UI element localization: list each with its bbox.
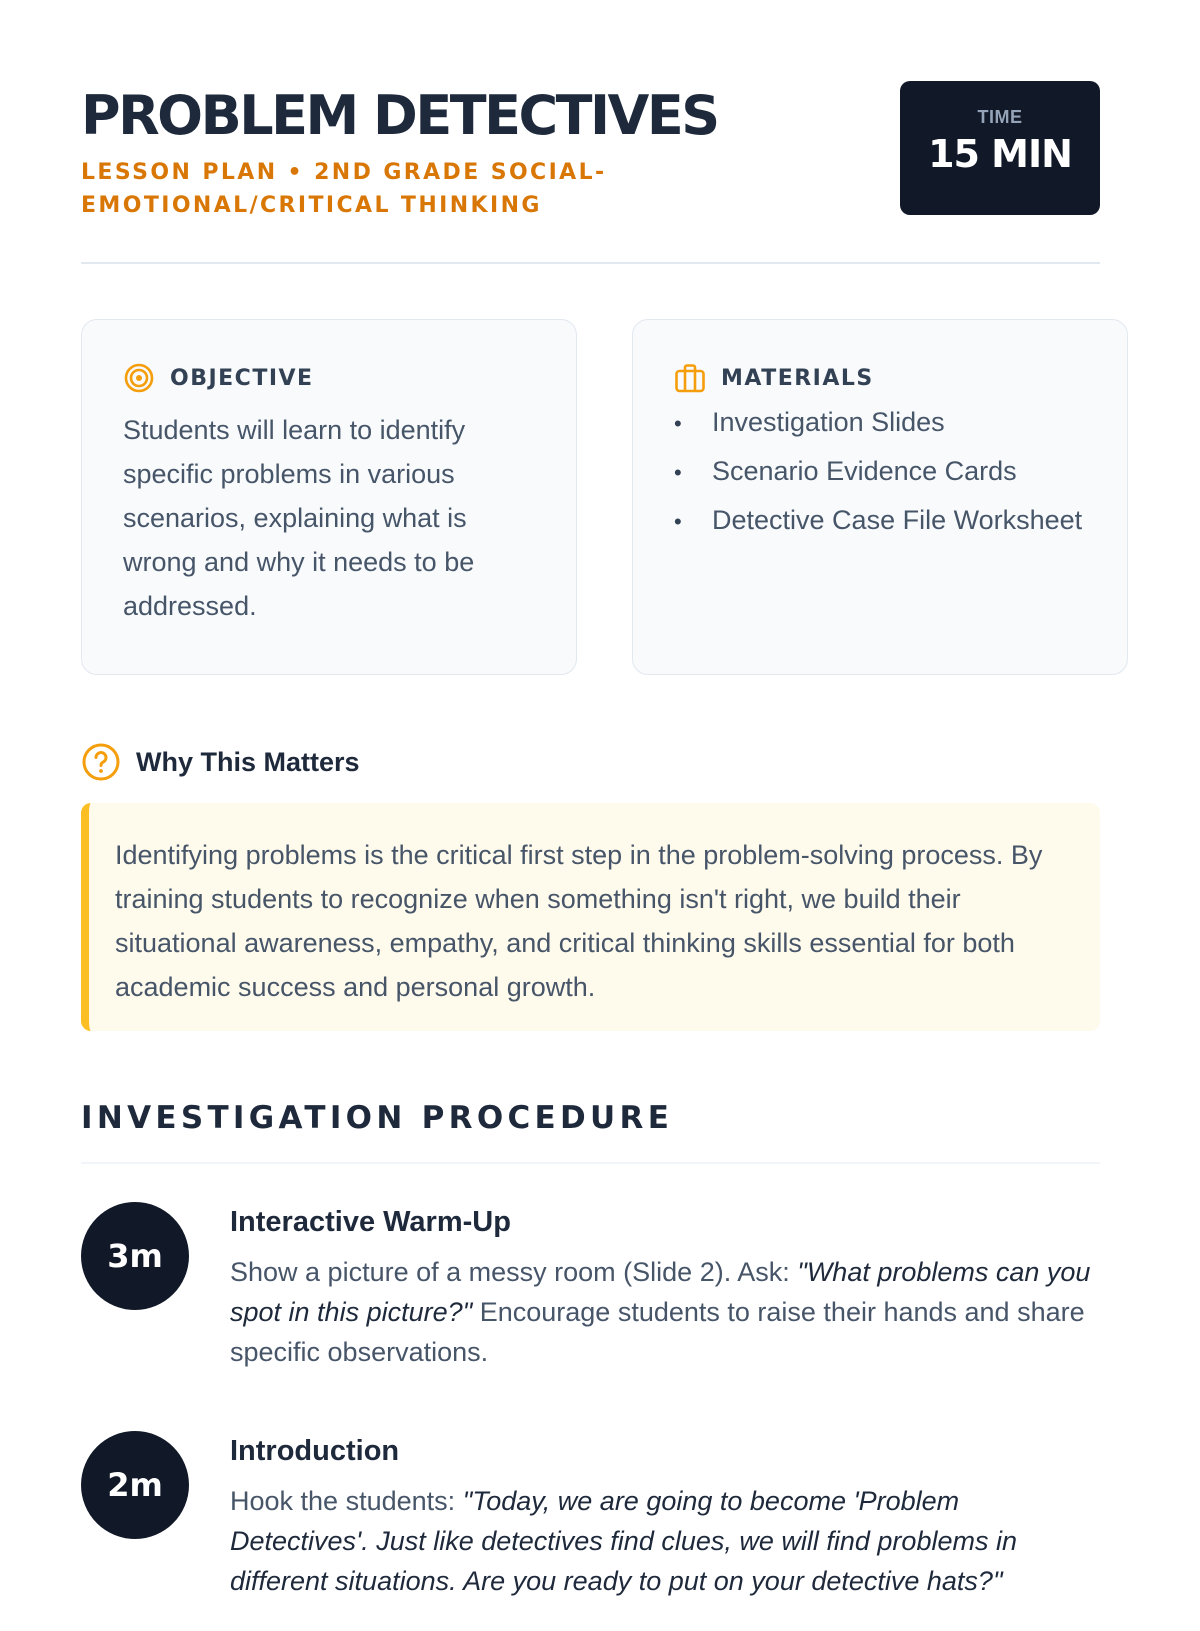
briefcase-icon <box>674 362 706 394</box>
time-badge <box>900 81 1100 215</box>
step-quote: "Today, we are going to become 'Problem Detectives'. Just like detectives find clues, we will find problems in different situations. Are you ready to put on your detective hats?" <box>230 1486 1017 1596</box>
procedure-title: INVESTIGATION PROCEDURE <box>81 1100 674 1136</box>
objective-card <box>81 319 577 675</box>
page-title: PROBLEM DETECTIVES <box>81 84 718 147</box>
procedure-step <box>81 1202 1100 1402</box>
step-quote: "What problems can you spot in this picture?" <box>230 1257 1091 1327</box>
materials-card-header <box>674 360 1087 396</box>
header <box>81 0 1100 264</box>
why-header <box>81 742 360 782</box>
step-content <box>230 1431 1100 1601</box>
list-item: • Scenario Evidence Cards <box>674 451 1087 493</box>
objective-card-header <box>123 360 536 396</box>
step-text-after: Encourage students to raise their hands and share specific observations. <box>230 1297 1085 1367</box>
step-content <box>230 1202 1100 1372</box>
step-text <box>230 1481 1100 1601</box>
procedure-step <box>81 1431 1100 1631</box>
time-value: 15 MIN <box>928 132 1072 176</box>
list-item: • Investigation Slides <box>674 402 1087 444</box>
materials-title: MATERIALS <box>721 365 874 391</box>
step-duration-badge: 2m <box>81 1431 189 1539</box>
step-title: Interactive Warm-Up <box>230 1206 511 1238</box>
step-duration-badge: 3m <box>81 1202 189 1310</box>
page-subtitle: LESSON PLAN • 2ND GRADE SOCIAL-EMOTIONAL/CRITICAL THINKING <box>81 160 607 218</box>
target-icon <box>123 362 155 394</box>
time-label: TIME <box>977 107 1023 127</box>
question-circle-icon <box>81 742 121 782</box>
procedure-divider <box>81 1162 1100 1164</box>
step-text <box>230 1252 1100 1372</box>
why-callout: Identifying problems is the critical first step in the problem-solving process. By training students to recognize when something isn't right, we build their situational awareness, empathy, and critical thinking skills essential for both academic success and personal growth. <box>81 803 1100 1031</box>
step-text-before: Show a picture of a messy room (Slide 2). Ask: <box>230 1257 798 1287</box>
list-item: • Detective Case File Worksheet <box>674 500 1087 542</box>
materials-list <box>674 402 1087 542</box>
info-cards <box>81 319 1100 675</box>
materials-card <box>632 319 1128 675</box>
step-title: Introduction <box>230 1435 400 1467</box>
objective-title: OBJECTIVE <box>170 365 314 391</box>
step-text-before: Hook the students: <box>230 1486 463 1516</box>
why-title: Why This Matters <box>136 746 360 777</box>
objective-text: Students will learn to identify specific problems in various scenarios, explaining what is wrong and why it needs to be addressed. <box>123 415 475 621</box>
